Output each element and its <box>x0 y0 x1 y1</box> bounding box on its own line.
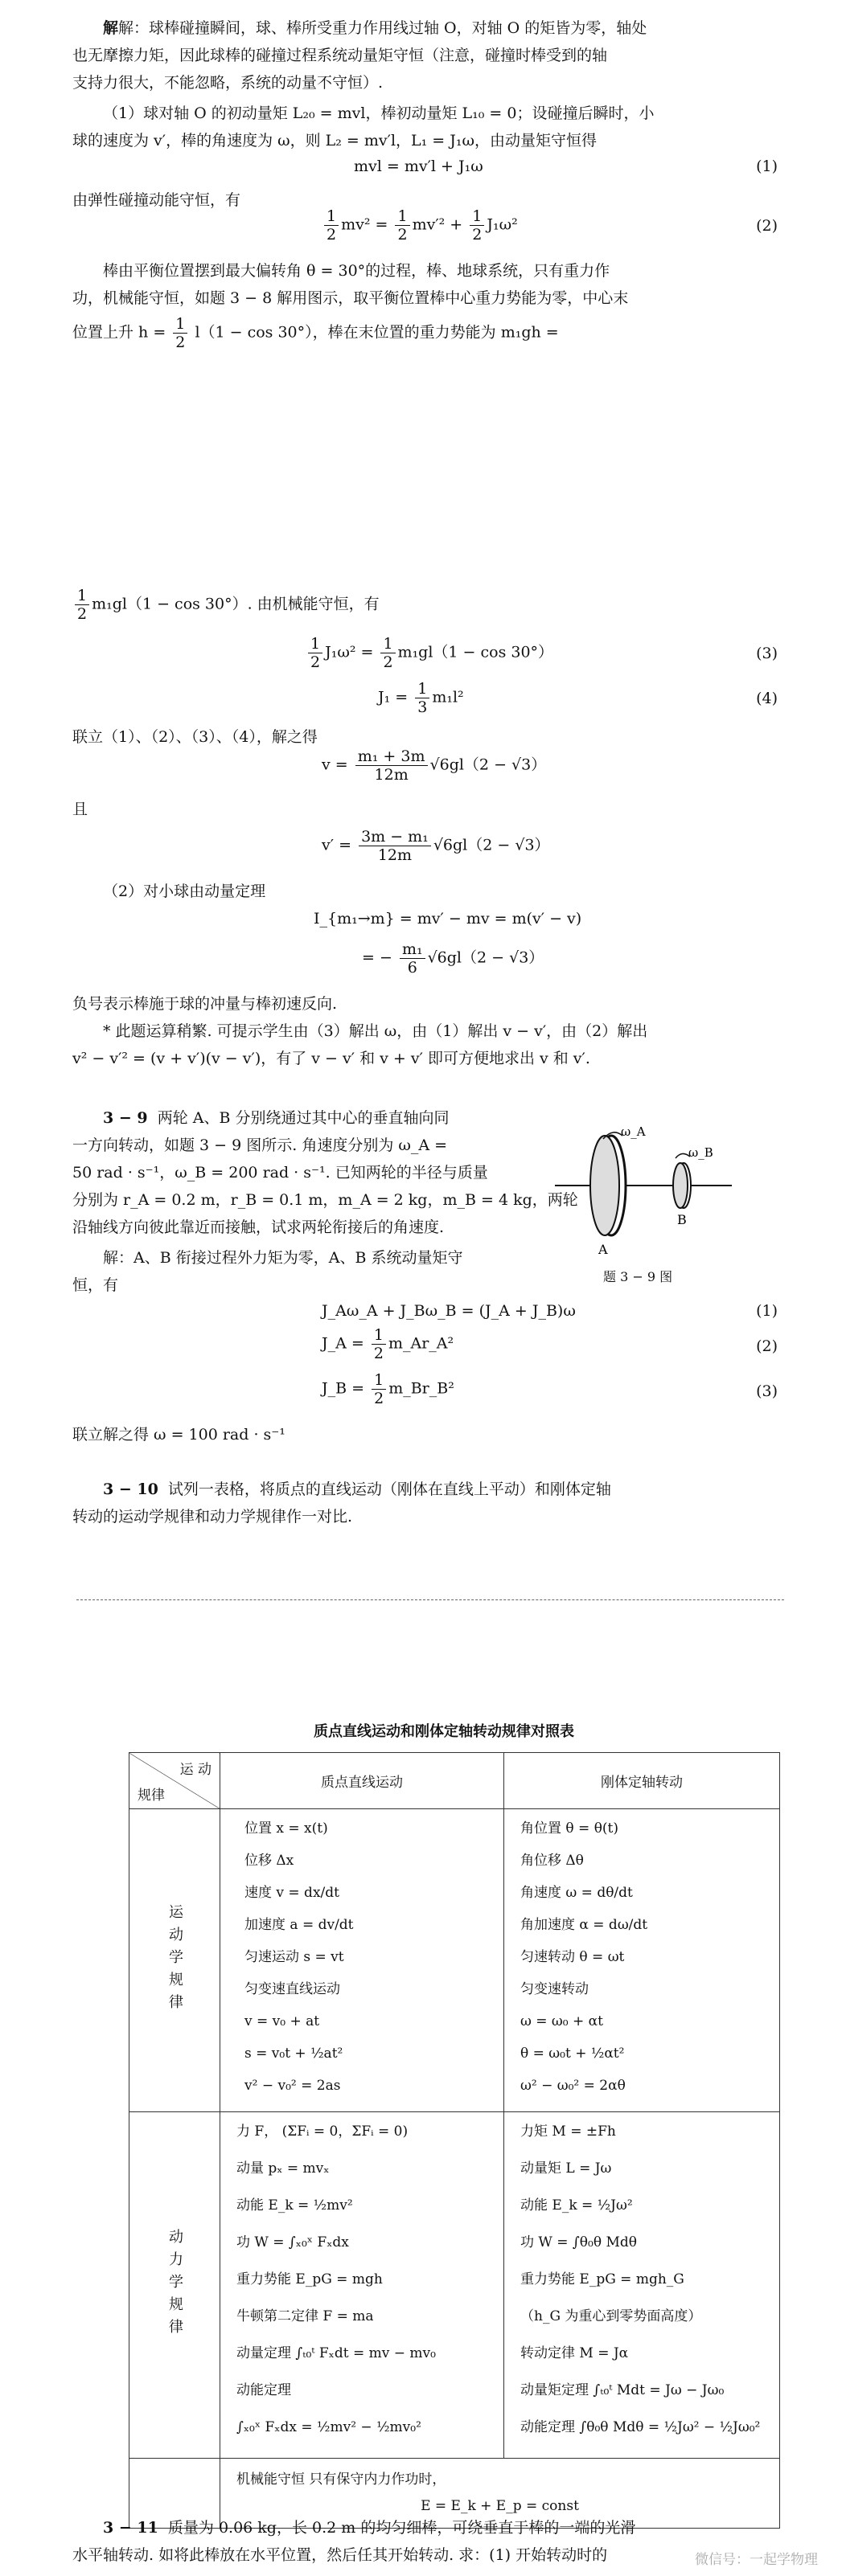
equation-3-9-2: J_A = $\frac{1}{2}$ m_Ar_A² <box>322 1326 454 1362</box>
table-cell-line: 动能 E_k = ½Jω² <box>520 2197 633 2214</box>
table-cell-line: ω = ω₀ + αt <box>520 2013 603 2029</box>
equation-impulse-2: = − $\frac{\text{m₁}}{6}$ √6gl（2 − √3） <box>362 940 544 977</box>
figure-caption: 题 3 − 9 图 <box>603 1269 673 1284</box>
table-cell-line: 角加速度 α = dω/dt <box>520 1917 648 1933</box>
table-cell-line: 角位置 θ = θ(t) <box>520 1820 619 1837</box>
table-cell-line: 转动定律 M = Jα <box>520 2345 629 2361</box>
table-cell-line: 速度 v = dx/dt <box>244 1885 339 1901</box>
problem-3-11: 3 − 11 质量为 0.06 kg，长 0.2 m 的均匀细棒，可绕垂直于棒的一端的光滑 <box>103 2519 636 2537</box>
text-line: $\frac{1}{2}$ m₁gl（1 − cos 30°）. 由机械能守恒，有 <box>72 587 788 623</box>
row-header-dynamics: 动力学规律 <box>129 2112 220 2459</box>
table-cell-line: v = v₀ + at <box>244 2013 320 2029</box>
table-cell-line: 动量矩定理 ∫ₜ₀ᵗ Mdt = Jω − Jω₀ <box>520 2382 725 2398</box>
text-line: 联立（1）、（2）、（3）、（4），解之得 <box>72 728 318 746</box>
equation-tag: (4) <box>756 690 778 707</box>
table-cell-line: v² − v₀² = 2as <box>244 2078 341 2094</box>
text-line: 棒由平衡位置摆到最大偏转角 θ = 30°的过程，棒、地球系统，只有重力作 <box>103 262 610 280</box>
equation-tag: (3) <box>756 645 778 662</box>
table-cell-line: 动量定理 ∫ₜ₀ᵗ Fₓdt = mv − mv₀ <box>236 2345 436 2361</box>
omega-b-label: ω_B <box>688 1145 713 1160</box>
table-cell-line: 动能定理 ∫θ₀θ Mdθ = ½Jω² − ½Jω₀² <box>520 2419 761 2435</box>
table-cell-line: 重力势能 E_pG = mgh <box>236 2271 383 2287</box>
wheel-a-label: A <box>598 1242 608 1257</box>
equation-tag: (2) <box>756 217 778 235</box>
text-line: 恒，有 <box>72 1276 119 1294</box>
text-line: 球的速度为 v′，棒的角速度为 ω，则 L₂ = mv′l，L₁ = J₁ω，由动量矩守恒得 <box>72 132 597 149</box>
table-cell-line: 力矩 M = ±Fh <box>520 2123 616 2140</box>
text-line: 功，机械能守恒，如题 3 − 8 解用图示，取平衡位置棒中心重力势能为零，中心末 <box>72 289 629 307</box>
table-cell-line: ω² − ω₀² = 2αθ <box>520 2078 626 2094</box>
table-cell-line: 力 F， (ΣFᵢ = 0，ΣFᵢ = 0) <box>236 2123 409 2140</box>
table-cell-line: 重力势能 E_pG = mgh_G <box>520 2271 684 2287</box>
text-line: 50 rad · s⁻¹，ω_B = 200 rad · s⁻¹. 已知两轮的半径与质量 <box>72 1164 488 1182</box>
text-line: 支持力很大，不能忽略，系统的动量不守恒）. <box>72 74 384 92</box>
table-cell-line: 动量矩 L = Jω <box>520 2160 612 2177</box>
equation-vprime: v′ = $\frac{\text{3m − m₁}}{12m}$ √6gl（2 − √3） <box>322 828 550 864</box>
equation-3-9-1: J_Aω_A + J_Bω_B = (J_A + J_B)ω <box>322 1302 576 1320</box>
equation-tag: (3) <box>756 1382 778 1400</box>
table-cell-line: 角速度 ω = dθ/dt <box>520 1885 633 1901</box>
equation-1: mvl = mv′l + J₁ω <box>354 158 483 175</box>
equation-tag: (2) <box>756 1337 778 1355</box>
problem-3-9: 3 − 9 两轮 A、B 分别绕通过其中心的垂直轴向同 <box>103 1109 450 1127</box>
table-cell-line: 位置 x = x(t) <box>244 1820 328 1837</box>
text-line: 联立解之得 ω = 100 rad · s⁻¹ <box>72 1426 285 1444</box>
equation-impulse: I_{m₁→m} = mv′ − mv = m(v′ − v) <box>314 910 582 928</box>
table-cell-line: 匀速运动 s = vt <box>244 1949 344 1965</box>
energy-conservation-row: 机械能守恒 只有保守内力作功时， E = E_k + E_p = const <box>220 2459 780 2529</box>
equation-tag: (1) <box>756 1302 778 1320</box>
text-line: （2）对小球由动量定理 <box>103 883 266 900</box>
kinematics-linear-cell <box>220 1809 504 2112</box>
solution-intro: 解解：球棒碰撞瞬间，球、棒所受重力作用线过轴 O，对轴 O 的矩皆为零，轴处 <box>103 19 647 37</box>
table-cell-line: 角位移 Δθ <box>520 1853 584 1869</box>
text-line: 且 <box>72 801 88 818</box>
text-line: 水平轴转动. 如将此棒放在水平位置，然后任其开始转动. 求：(1) 开始转动时的 <box>72 2546 608 2564</box>
text-line: 沿轴线方向彼此靠近而接触，试求两轮衔接后的角速度. <box>72 1218 445 1236</box>
table-cell-line: 牛顿第二定律 F = ma <box>236 2308 374 2324</box>
text-line: 一方向转动，如题 3 − 9 图所示. 角速度分别为 ω_A = <box>72 1136 448 1154</box>
text-line: 由弹性碰撞动能守恒，有 <box>72 191 241 209</box>
text-line: 负号表示棒施于球的冲量与棒初速反向. <box>72 995 338 1013</box>
table-cell-line: 动量 pₓ = mvₓ <box>236 2160 330 2177</box>
row-header-kinematics: 运动学规律 <box>129 1809 220 2112</box>
equation-2: $\frac{1}{2}$ mv² = $\frac{1}{2}$ mv′² + $\frac{1}{2}$ J₁ω² <box>322 207 518 244</box>
omega-a-label: ω_A <box>621 1124 646 1139</box>
equation-3: $\frac{1}{2}$ J₁ω² = $\frac{1}{2}$ m₁gl（1 − cos 30°） <box>306 635 553 671</box>
text-line: 分别为 r_A = 0.2 m，r_B = 0.1 m，m_A = 2 kg，m_B = 4 kg，两轮 <box>72 1191 578 1209</box>
table-cell-line: 动能 E_k = ½mv² <box>236 2197 353 2214</box>
equation-tag: (1) <box>756 158 778 175</box>
table-cell-line: 匀变速转动 <box>520 1981 589 1997</box>
equation-v: v = $\frac{\text{m₁ + 3m}}{12m}$ √6gl（2 − √3） <box>322 747 547 784</box>
table-cell-line: 位移 Δx <box>244 1853 294 1869</box>
column-header: 质点直线运动 <box>220 1753 504 1809</box>
problem-3-10: 3 − 10 试列一表格，将质点的直线运动（刚体在直线上平动）和刚体定轴 <box>103 1480 611 1498</box>
equation-4: J₁ = $\frac{1}{3}$ m₁l² <box>378 680 464 716</box>
table-cell-line: （h_G 为重心到零势面高度） <box>520 2308 702 2324</box>
table-cell-line: 加速度 a = dv/dt <box>244 1917 354 1933</box>
table-cell-line: 动能定理 <box>236 2382 291 2398</box>
dynamics-linear-cell <box>220 2112 504 2459</box>
text-line: （1）球对轴 O 的初动量矩 L₂₀ = mvl，棒初动量矩 L₁₀ = 0；设碰撞后瞬时，小 <box>103 104 655 122</box>
column-header: 刚体定轴转动 <box>504 1753 780 1809</box>
table-cell-line: θ = ω₀t + ½αt² <box>520 2046 625 2062</box>
table-corner: 运 动 规律 <box>129 1753 220 1809</box>
table-cell-line: 功 W = ∫ₓ₀ˣ Fₓdx <box>236 2234 349 2250</box>
text-line: 位置上升 h = $\frac{1}{2}$ l（1 − cos 30°），棒在末位置的重力势能为 m₁gh = <box>72 315 559 351</box>
table-title: 质点直线运动和刚体定轴转动规律对照表 <box>314 1723 574 1740</box>
page-divider <box>76 1599 784 1600</box>
table-cell-line: s = v₀t + ½at² <box>244 2046 343 2062</box>
table-cell-line: ∫ₓ₀ˣ Fₓdx = ½mv² − ½mv₀² <box>236 2419 421 2435</box>
text-line: 也无摩擦力矩，因此球棒的碰撞过程系统动量矩守恒（注意，碰撞时棒受到的轴 <box>72 47 608 64</box>
text-line: * 此题运算稍繁. 可提示学生由（3）解出 ω，由（1）解出 v − v′，由（2）解出 <box>103 1022 648 1040</box>
two-wheels-figure <box>547 1121 756 1262</box>
table-cell-line: 匀速转动 θ = ωt <box>520 1949 625 1965</box>
wheel-b-label: B <box>677 1212 687 1227</box>
text-line: 转动的运动学规律和动力学规律作一对比. <box>72 1508 353 1526</box>
table-cell-line: 匀变速直线运动 <box>244 1981 340 1997</box>
text-line: v² − v′² = (v + v′)(v − v′)，有了 v − v′ 和 v + v′ 即可方便地求出 v 和 v′. <box>72 1050 590 1067</box>
text-line: 解：A、B 衔接过程外力矩为零，A、B 系统动量矩守 <box>103 1249 463 1267</box>
equation-3-9-3: J_B = $\frac{1}{2}$ m_Br_B² <box>322 1371 454 1407</box>
watermark: 微信号：一起学物理 <box>695 2552 818 2568</box>
table-cell-line: 功 W = ∫θ₀θ Mdθ <box>520 2234 637 2250</box>
dynamics-rotation-cell <box>504 2112 780 2459</box>
kinematics-rotation-cell <box>504 1809 780 2112</box>
comparison-table <box>129 1752 780 2529</box>
